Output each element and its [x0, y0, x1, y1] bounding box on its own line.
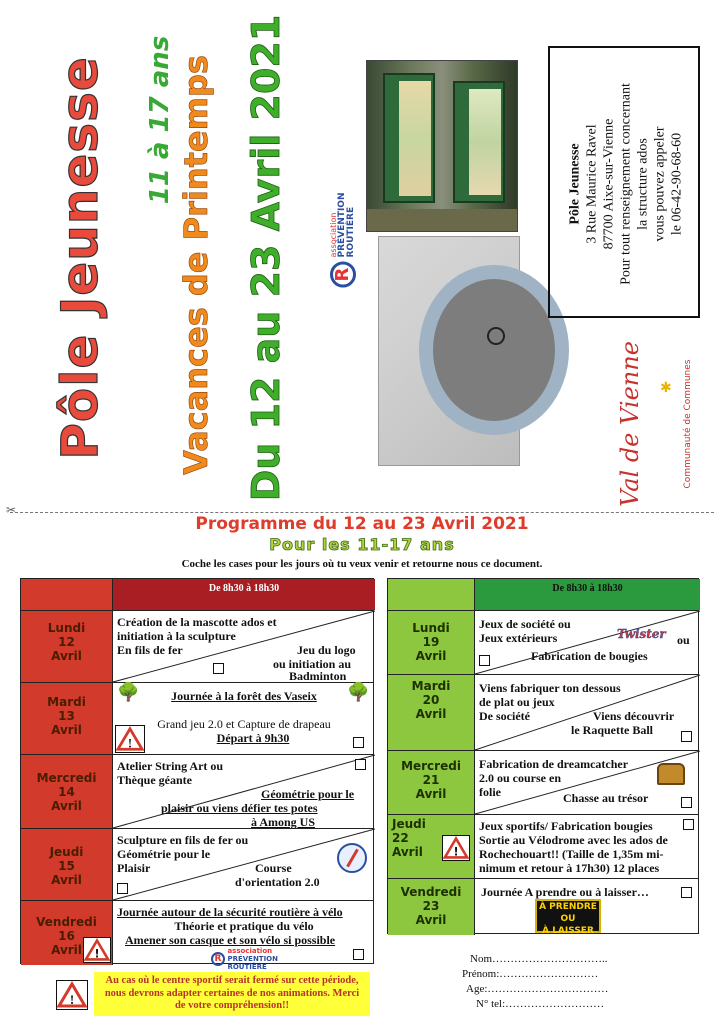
flower-icon: ✱	[660, 381, 672, 396]
contact-box	[548, 46, 700, 318]
activity-text: initiation à la sculpture	[117, 629, 236, 643]
activity-text: le Raquette Ball	[571, 723, 653, 737]
day-cell	[388, 751, 475, 814]
activity-text: Thèque géante	[117, 773, 192, 787]
activity-text: Rochechouart!! (Taille de 1,35m mi-	[479, 847, 664, 861]
contact-line: Pour tout renseignement concernant	[618, 83, 634, 285]
day-name: Lundi	[412, 621, 450, 635]
poster-title: Pôle Jeunesse	[51, 56, 109, 460]
day-month: Avril	[51, 723, 82, 737]
checkbox-vendredi-23[interactable]	[681, 887, 692, 898]
activity-text: Fabrication de bougies	[531, 649, 648, 663]
day-month: Avril	[415, 787, 447, 801]
treasure-chest-icon	[657, 763, 685, 785]
day-row	[388, 879, 698, 935]
activity-text: En fils de fer	[117, 643, 183, 657]
contact-phone: le 06-42-90-68-60	[669, 132, 685, 236]
contact-title: Pôle Jeunesse	[567, 143, 583, 225]
vdv-script: Val de Vienne	[616, 341, 644, 507]
warning-icon	[83, 937, 111, 963]
day-row	[388, 675, 698, 751]
activity-text: d'orientation 2.0	[235, 875, 320, 889]
activity-text: Sortie au Vélodrome avec les ados de	[479, 833, 668, 847]
day-cell	[21, 755, 113, 828]
day-cell	[21, 611, 113, 682]
twister-logo: Twister	[617, 627, 666, 641]
activity-text: Jeux de société ou	[479, 617, 571, 631]
activity-text: Journée à la forêt des Vaseix	[171, 689, 317, 703]
activity-text: Création de la mascotte ados et	[117, 615, 277, 629]
svg-text:!: !	[94, 947, 100, 961]
prevention-line2: PRÉVENTION	[337, 192, 347, 258]
warning-icon	[56, 980, 88, 1010]
activity-cell	[475, 815, 700, 878]
day-cell	[388, 879, 475, 935]
day-row	[388, 751, 698, 815]
activity-text: Viens fabriquer ton dessous	[479, 681, 621, 695]
day-month: Avril	[51, 873, 82, 887]
activity-text: Chasse au trésor	[563, 791, 649, 805]
activity-cell	[113, 829, 375, 900]
activity-text: Jeu du logo	[297, 643, 356, 657]
prevention-line3: ROUTIÈRE	[346, 206, 356, 258]
activity-cell	[475, 611, 700, 674]
activity-text: de plat ou jeux	[479, 695, 555, 709]
day-month: Avril	[415, 649, 447, 663]
day-number: 19	[422, 635, 440, 649]
day-cell	[388, 675, 475, 750]
svg-text:!: !	[453, 845, 459, 859]
program-subtitle: Pour les 11-17 ans	[269, 535, 455, 554]
badge-line: À LAISSER	[542, 926, 594, 936]
activity-text: ou initiation au	[273, 657, 352, 671]
activity-cell	[475, 879, 700, 935]
forest-sign-photo	[366, 60, 518, 232]
day-month: Avril	[51, 943, 82, 957]
day-month: Avril	[392, 845, 423, 859]
dates-heading: Du 12 au 23 Avril 2021	[244, 14, 288, 502]
cut-line	[10, 512, 714, 513]
checkbox-mercredi-14[interactable]	[355, 759, 366, 770]
activity-text: Journée A prendre ou à laisser…	[481, 885, 649, 899]
activity-text: Théorie et pratique du vélo	[174, 919, 314, 933]
hours-label: De 8h30 à 18h30	[113, 579, 375, 610]
vdv-sub: Communauté de Communes	[683, 359, 693, 489]
warning-icon	[442, 835, 470, 861]
day-number: 15	[58, 859, 75, 873]
activity-text: Atelier String Art ou	[117, 759, 224, 773]
a-prendre-ou-a-laisser-logo	[535, 899, 601, 936]
checkbox-mercredi-21[interactable]	[681, 797, 692, 808]
day-cell	[21, 901, 113, 965]
firstname-field[interactable]: Prénom:………………………	[462, 968, 599, 980]
day-month: Avril	[415, 707, 447, 721]
scissors-icon: ✂	[6, 503, 17, 517]
day-number: 20	[422, 693, 440, 707]
program-table-week2	[387, 578, 699, 934]
day-name: Mercredi	[401, 759, 461, 773]
prevention-routiere-logo	[318, 180, 368, 300]
table-header	[21, 579, 373, 611]
activity-text: Course	[255, 861, 292, 875]
day-name: Vendredi	[36, 915, 97, 929]
activity-text: Amener son casque et son vélo si possible	[125, 933, 336, 947]
day-row	[21, 901, 373, 971]
registration-form	[452, 952, 608, 1012]
val-de-vienne-logo	[590, 341, 710, 507]
age-range: 11 à 17 ans	[145, 35, 175, 205]
day-row	[21, 683, 373, 755]
badge-line: À PRENDRE	[539, 902, 597, 912]
activity-text: plaisir ou viens défier tes potes	[161, 801, 318, 815]
program-instruction: Coche les cases pour les jours où tu veux venir et retourne nous ce document.	[181, 558, 543, 570]
activity-text: Viens découvrir	[593, 709, 675, 723]
activity-text: Jeux sportifs/ Fabrication bougies	[479, 819, 653, 833]
activity-text: Départ à 9h30	[216, 731, 290, 745]
activity-cell	[113, 755, 375, 828]
activity-text: Plaisir	[117, 861, 151, 875]
checkbox-lundi-12[interactable]	[213, 663, 224, 674]
day-cell	[21, 829, 113, 900]
day-month: Avril	[51, 799, 82, 813]
day-row	[21, 755, 373, 829]
activity-text: Géométrie pour le	[261, 787, 355, 801]
day-name: Vendredi	[400, 885, 462, 899]
day-row	[21, 829, 373, 901]
warning-icon	[115, 725, 145, 753]
day-number: 12	[58, 635, 75, 649]
checkbox-jeudi-15[interactable]	[117, 883, 128, 894]
day-number: 22	[392, 831, 409, 845]
activity-cell	[475, 751, 700, 814]
contact-line: 3 Rue Maurice Ravel	[584, 124, 600, 244]
contact-line: 87700 Aixe-sur-Vienne	[601, 118, 617, 250]
day-name: Mercredi	[36, 771, 97, 785]
prevention-mini-logo	[211, 947, 278, 971]
day-month: Avril	[415, 913, 447, 927]
checkbox-jeudi-22[interactable]	[683, 819, 694, 830]
tree-icon: 🌳	[347, 682, 370, 702]
prevention-line2: PRÉVENTION	[227, 955, 278, 963]
day-number: 13	[58, 709, 75, 723]
activity-text: folie	[479, 785, 501, 799]
activity-text: à Among US	[251, 815, 316, 829]
day-number: 21	[422, 773, 440, 787]
activity-text: ou	[677, 633, 690, 647]
activity-text: Fabrication de dreamcatcher	[479, 757, 629, 771]
hours-label: De 8h30 à 18h30	[475, 579, 700, 610]
activity-cell	[475, 675, 700, 750]
day-name: Mardi	[411, 679, 451, 693]
activity-cell	[113, 683, 375, 754]
checkbox-vendredi-16[interactable]	[353, 949, 364, 960]
prevention-line1: association	[329, 212, 338, 258]
activity-text: Grand jeu 2.0 et Capture de drapeau	[157, 717, 331, 731]
day-name: Jeudi	[392, 817, 426, 831]
day-row	[388, 611, 698, 675]
activity-text: Jeux extérieurs	[479, 631, 558, 645]
contact-line: vous pouvez appeler	[652, 126, 668, 242]
day-row	[388, 815, 698, 879]
velodrome-photo	[378, 236, 520, 466]
day-cell	[388, 815, 475, 878]
day-name: Jeudi	[49, 845, 84, 859]
activity-text: Sculpture en fils de fer ou	[117, 833, 249, 847]
program-title: Programme du 12 au 23 Avril 2021	[195, 514, 529, 534]
day-row	[21, 611, 373, 683]
day-number: 16	[58, 929, 75, 943]
checkbox-lundi-19[interactable]	[479, 655, 490, 666]
day-name: Lundi	[47, 621, 86, 635]
activity-cell	[113, 901, 375, 971]
activity-text: Journée autour de la sécurité routière à vélo	[117, 905, 343, 919]
activity-cell	[113, 611, 375, 682]
activity-text: De société	[479, 709, 530, 723]
prevention-line1: association	[227, 947, 273, 955]
activity-text: nimum et retour à 17h30) 12 places	[479, 861, 660, 875]
svg-text:!: !	[127, 736, 133, 751]
badge-line: OU	[560, 914, 576, 924]
prevention-r-icon: R	[330, 262, 356, 288]
age-field[interactable]: Age:……………………………	[466, 983, 609, 995]
name-field[interactable]: Nom…………………………..	[470, 953, 608, 965]
day-cell	[388, 611, 475, 674]
day-name: Mardi	[47, 695, 86, 709]
table-header	[388, 579, 698, 611]
day-number: 14	[58, 785, 75, 799]
svg-text:!: !	[69, 992, 75, 1007]
program-table-week1	[20, 578, 374, 971]
day-cell	[21, 683, 113, 754]
prevention-line3: ROUTIÈRE	[227, 963, 267, 971]
checkbox-mardi-20[interactable]	[681, 731, 692, 742]
activity-text: Géométrie pour le	[117, 847, 211, 861]
tree-icon: 🌳	[117, 682, 140, 702]
vacances-heading: Vacances de Printemps	[177, 55, 215, 475]
compass-icon	[337, 843, 367, 873]
closure-notice: Au cas où le centre sportif serait fermé sur cette période, nous devrons adapter certaines de nos animations. Merci de votre compréhension!!	[94, 972, 370, 1016]
phone-field[interactable]: N° tel:………………………	[476, 998, 605, 1010]
checkbox-mardi-13[interactable]	[353, 737, 364, 748]
contact-line: la structure ados	[635, 138, 651, 230]
activity-text: 2.0 ou course en	[479, 771, 561, 785]
day-month: Avril	[51, 649, 82, 663]
day-number: 23	[422, 899, 440, 913]
prevention-r-icon: R	[211, 952, 225, 966]
activity-text: Badminton	[289, 669, 347, 683]
